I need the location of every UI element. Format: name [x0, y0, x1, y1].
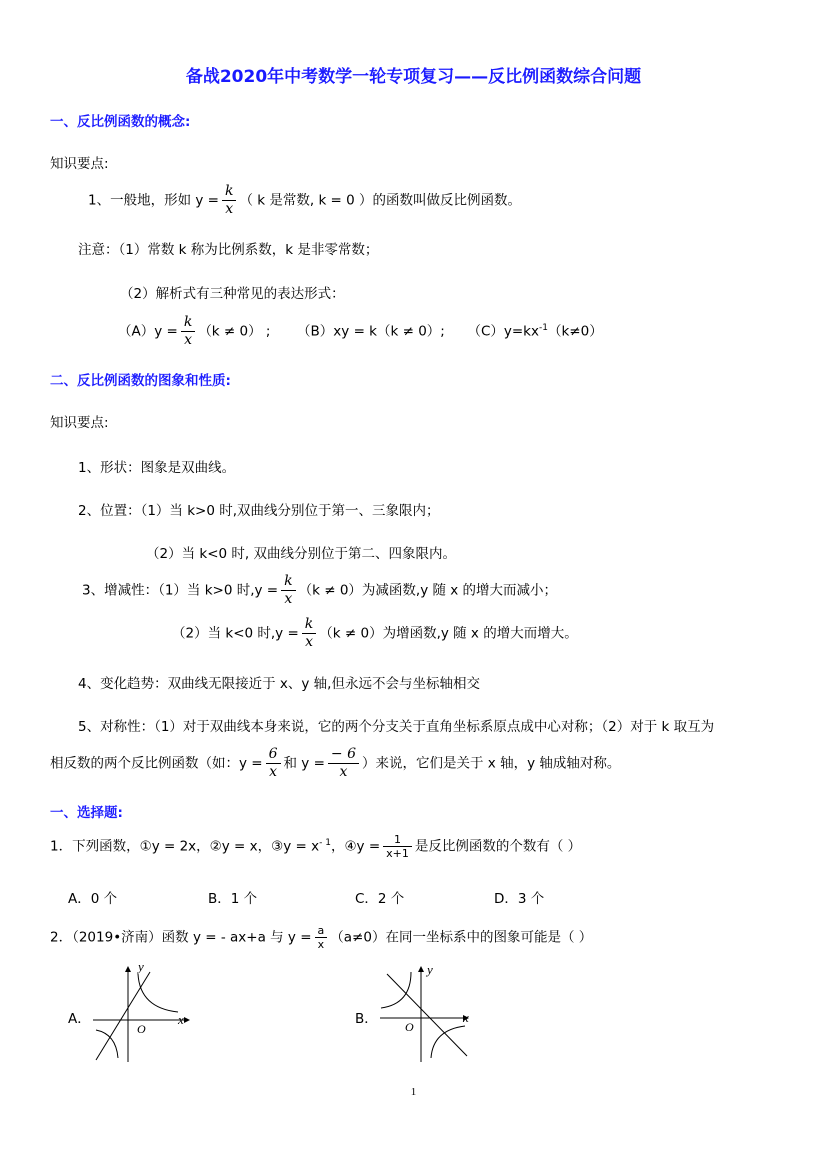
form-c-suffix: （k≠0） — [547, 323, 603, 340]
fraction-k-over-x: $\frac{k}{x}$ — [302, 616, 316, 651]
fraction-k-over-x: $\frac{k}{x}$ — [281, 573, 295, 608]
definition-suffix: （ k 是常数, k = 0 ）的函数叫做反比例函数。 — [239, 192, 522, 209]
graph-option-a[interactable] — [88, 960, 198, 1065]
line-graph — [96, 972, 150, 1060]
graph-option-b[interactable] — [375, 960, 485, 1065]
q1-prefix: 1．下列函数，①y = 2x，②y = x，③y = x — [50, 838, 320, 855]
monotonic-2-suffix: （k ≠ 0）为增函数,y 随 x 的增大而增大。 — [319, 625, 578, 642]
q1-option-c[interactable]: C．2 个 — [355, 891, 405, 907]
property-position-1: 2、位置：（1）当 k>0 时,双曲线分别位于第一、三象限内； — [78, 503, 440, 519]
q2-suffix: （a≠0）在同一坐标系中的图象可能是（ ） — [330, 929, 593, 946]
x-axis-label: x — [178, 1012, 184, 1027]
x-axis-label: x — [463, 1010, 469, 1025]
q1-option-b[interactable]: B．1 个 — [208, 891, 258, 907]
property-position-2: （2）当 k<0 时, 双曲线分别位于第二、四象限内。 — [146, 546, 456, 562]
property-shape: 1、形状：图象是双曲线。 — [78, 460, 236, 476]
q2-option-b-label[interactable]: B． — [355, 1011, 378, 1027]
knowledge-points-label: 知识要点: — [50, 156, 109, 172]
property-symmetry-1: 5、对称性：（1）对于双曲线本身来说，它的两个分支关于直角坐标系原点成中心对称；（2）对于 k 取互为 — [78, 719, 715, 735]
symmetry-suffix: ）来说，它们是关于 x 轴，y 轴成轴对称。 — [362, 755, 621, 772]
fraction-6-over-x: $\frac{6}{x}$ — [266, 746, 281, 781]
q1-option-a[interactable]: A．0 个 — [68, 891, 118, 907]
hyperbola-branch-2 — [431, 1026, 465, 1058]
q1-mid: ，④y = — [330, 838, 381, 855]
form-b: （B）xy = k（k ≠ 0）; — [297, 323, 445, 340]
definition-prefix: 1、一般地，形如 y = — [88, 192, 219, 209]
y-axis-arrow — [418, 966, 424, 972]
hyperbola-branch-1 — [138, 974, 178, 1012]
q2-prefix: 2．（2019•济南）函数 y = - ax+a 与 y = — [50, 929, 312, 946]
line-graph — [387, 974, 467, 1056]
fraction-neg6-over-x: $\frac{- 6}{x}$ — [328, 746, 359, 781]
fraction-k-over-x: $\frac{k}{x}$ — [222, 183, 236, 218]
q1-exponent: - 1 — [319, 838, 331, 848]
q1-suffix: 是反比例函数的个数有（ ） — [414, 838, 582, 855]
form-a-prefix: （A）y = — [118, 323, 178, 340]
question-1 — [50, 833, 581, 860]
symmetry-prefix: 相反数的两个反比例函数（如：y = — [50, 755, 263, 772]
fraction-k-over-x: $\frac{k}{x}$ — [181, 314, 195, 349]
x-axis-arrow — [184, 1017, 190, 1023]
monotonic-1-prefix: 3、增减性：（1）当 k>0 时,y = — [82, 582, 279, 599]
property-monotonic-1 — [82, 573, 557, 608]
question-2 — [50, 924, 592, 951]
monotonic-1-suffix: （k ≠ 0）为减函数,y 随 x 的增大而减小； — [298, 582, 558, 599]
forms-line — [118, 314, 603, 349]
fraction-a-over-x: $\frac{a}{x}$ — [315, 924, 328, 951]
hyperbola-branch-1 — [381, 972, 411, 1008]
form-a-suffix: （k ≠ 0） ; — [198, 323, 271, 340]
origin-label: O — [137, 1022, 146, 1036]
section-heading-properties: 二、反比例函数的图象和性质: — [50, 373, 231, 389]
section-heading-concept: 一、反比例函数的概念: — [50, 114, 191, 130]
note-2: （2）解析式有三种常见的表达形式： — [120, 286, 345, 302]
property-trend: 4、变化趋势：双曲线无限接近于 x、y 轴,但永远不会与坐标轴相交 — [78, 676, 480, 692]
symmetry-mid: 和 y = — [283, 755, 325, 772]
property-symmetry-2 — [50, 746, 620, 781]
property-monotonic-2 — [172, 616, 578, 651]
y-axis-arrow — [125, 966, 131, 972]
form-c-exponent: -1 — [539, 323, 548, 333]
fraction-1-over-x-plus-1: $\frac{1}{x+1}$ — [383, 833, 412, 860]
y-axis-label: y — [427, 962, 433, 977]
monotonic-2-prefix: （2）当 k<0 时,y = — [172, 625, 299, 642]
page-number: 1 — [410, 1086, 417, 1098]
origin-label: O — [405, 1020, 414, 1034]
page-title: 备战2020年中考数学一轮专项复习——反比例函数综合问题 — [185, 67, 642, 87]
q2-option-a-label[interactable]: A． — [68, 1011, 91, 1027]
knowledge-points-label: 知识要点: — [50, 415, 109, 431]
q1-option-d[interactable]: D．3 个 — [494, 891, 545, 907]
definition-line — [88, 183, 521, 218]
y-axis-label: y — [138, 960, 144, 974]
form-c-prefix: （C）y=kx — [467, 323, 539, 340]
section-heading-choice: 一、选择题: — [50, 805, 123, 821]
note-1: 注意：（1）常数 k 称为比例系数，k 是非零常数； — [78, 242, 379, 258]
